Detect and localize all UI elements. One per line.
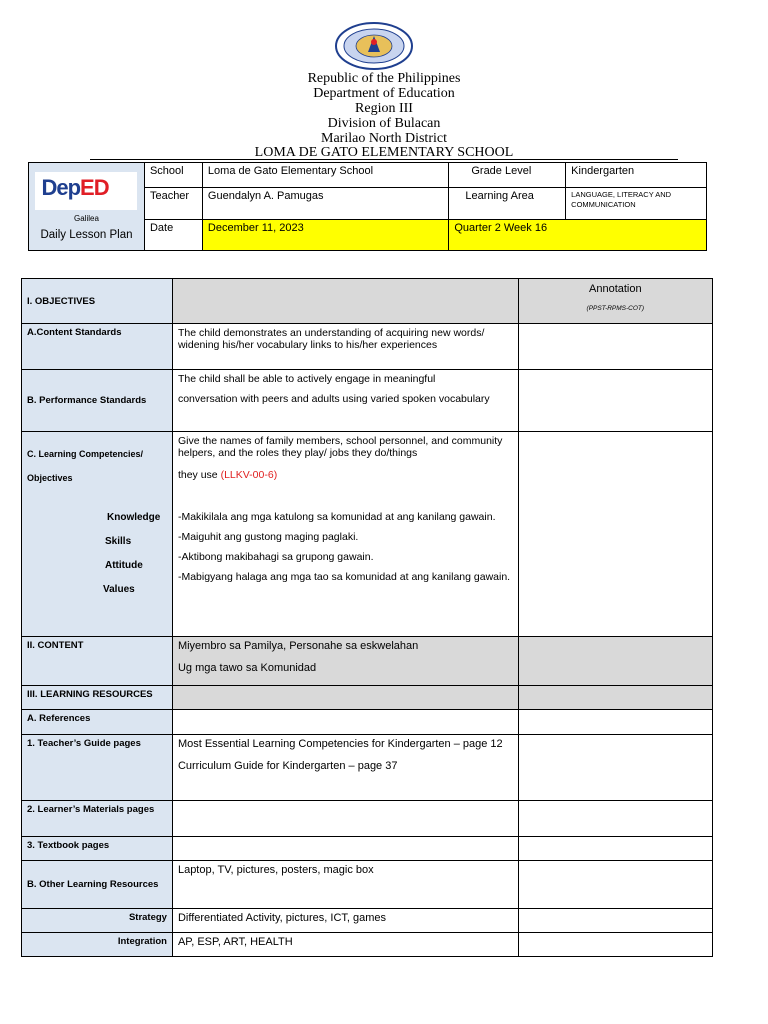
header-line: Division of Bulacan: [327, 116, 441, 131]
learning-competencies-text: Give the names of family members, school personnel, and community helpers, and the roles they play/ jobs they do/things: [177, 435, 503, 459]
values-text: -Mabigyang halaga ang mga tao sa komunidad at ang kanilang gawain.: [177, 571, 511, 583]
annotation-cell: [518, 637, 712, 686]
header-divider: [90, 159, 678, 160]
other-resources-label: B. Other Learning Resources: [22, 861, 173, 909]
strategy-label: Strategy: [22, 909, 173, 933]
textbook-pages-label: 3. Textbook pages: [22, 837, 173, 861]
attitude-text: -Aktibong makibahagi sa grupong gawain.: [177, 551, 374, 563]
knowledge-label: Knowledge: [107, 512, 161, 523]
deped-seal-logo: [334, 22, 414, 70]
annotation-cell: [518, 710, 712, 735]
competency-code: (LLKV-00-6): [220, 469, 278, 481]
content-line: Miyembro sa Pamilya, Personahe sa eskwelahan: [177, 640, 419, 652]
annotation-cell: [518, 933, 712, 957]
lesson-info-table: [28, 162, 707, 251]
performance-standards-cell: [172, 370, 518, 432]
annotation-cell: [518, 735, 712, 801]
annotation-cell: [518, 324, 712, 370]
annotation-cell: [518, 861, 712, 909]
learning-competencies-text-cell: [172, 432, 518, 637]
deped-logo-cell: [29, 163, 145, 251]
integration-text: AP, ESP, ART, HEALTH: [172, 933, 518, 957]
content-cell: [172, 637, 518, 686]
school-name-heading: LOMA DE GATO ELEMENTARY SCHOOL: [254, 145, 514, 160]
learning-competencies-cell: [22, 432, 173, 637]
learning-competencies-label: C. Learning Competencies/ Objectives: [27, 449, 144, 483]
content-label: II. CONTENT: [22, 637, 173, 686]
learning-area-label: Learning Area: [449, 188, 566, 220]
teachers-guide-line: Curriculum Guide for Kindergarten – page 37: [177, 760, 398, 772]
deped-logo: [35, 172, 137, 210]
learning-resources-cell: [172, 686, 518, 710]
annotation-cell: [518, 370, 712, 432]
school-label: School: [144, 163, 202, 188]
values-label: Values: [103, 584, 135, 595]
learners-materials-cell: [172, 801, 518, 837]
references-label: A. References: [22, 710, 173, 735]
teacher-label: Teacher: [144, 188, 202, 220]
deped-logo-text: DepED: [41, 175, 109, 200]
annotation-cell: [518, 432, 712, 637]
grade-level-value: Kindergarten: [566, 163, 707, 188]
annotation-subtitle: (PPST-RPMS-COT): [586, 305, 645, 312]
teacher-value: Guendalyn A. Pamugas: [202, 188, 448, 220]
other-resources-text: Laptop, TV, pictures, posters, magic box: [172, 861, 518, 909]
header-line: Republic of the Philippines: [307, 71, 461, 86]
grade-level-label: Grade Level: [449, 163, 566, 188]
annotation-header: [518, 279, 712, 324]
annotation-cell: [518, 909, 712, 933]
learners-materials-label: 2. Learner’s Materials pages: [22, 801, 173, 837]
content-standards-text: The child demonstrates an understanding of acquiring new words/ widening his/her vocabulary links to his/her experiences: [172, 324, 518, 370]
content-line: Ug mga tawo sa Komunidad: [177, 662, 317, 674]
performance-standards-line: conversation with peers and adults using varied spoken vocabulary: [177, 393, 490, 405]
header-line: Region III: [355, 101, 413, 116]
content-standards-label: A.Content Standards: [22, 324, 173, 370]
textbook-pages-cell: [172, 837, 518, 861]
header-line: Department of Education: [313, 86, 455, 101]
annotation-cell: [518, 801, 712, 837]
header-line: Marilao North District: [321, 131, 447, 146]
objectives-cell: [172, 279, 518, 324]
date-label: Date: [144, 220, 202, 251]
logo-subtitle: Galilea: [74, 214, 99, 223]
performance-standards-label: B. Performance Standards: [22, 370, 173, 432]
integration-label: Integration: [22, 933, 173, 957]
references-cell: [172, 710, 518, 735]
annotation-cell: [518, 837, 712, 861]
date-value: December 11, 2023: [202, 220, 448, 251]
annotation-title: Annotation: [589, 283, 642, 295]
teachers-guide-line: Most Essential Learning Competencies for Kindergarten – page 12: [177, 738, 503, 750]
plan-title: Daily Lesson Plan: [40, 229, 133, 241]
teachers-guide-cell: [172, 735, 518, 801]
annotation-cell: [518, 686, 712, 710]
strategy-text: Differentiated Activity, pictures, ICT, games: [172, 909, 518, 933]
school-value: Loma de Gato Elementary School: [202, 163, 448, 188]
performance-standards-line: The child shall be able to actively engage in meaningful: [177, 373, 436, 385]
teachers-guide-label: 1. Teacher’s Guide pages: [22, 735, 173, 801]
learning-resources-label: III. LEARNING RESOURCES: [22, 686, 173, 710]
attitude-label: Attitude: [105, 560, 143, 571]
quarter-week-value: Quarter 2 Week 16: [449, 220, 707, 251]
lesson-plan-table: [21, 278, 713, 957]
skills-label: Skills: [105, 536, 132, 547]
objectives-label: I. OBJECTIVES: [22, 279, 173, 324]
knowledge-text: -Makikilala ang mga katulong sa komunidad at ang kanilang gawain.: [177, 511, 496, 523]
learning-area-value: LANGUAGE, LITERACY AND COMMUNICATION: [566, 188, 707, 220]
learning-competencies-text-end: they use: [177, 469, 218, 481]
skills-text: -Maiguhit ang gustong maging paglaki.: [177, 531, 359, 543]
